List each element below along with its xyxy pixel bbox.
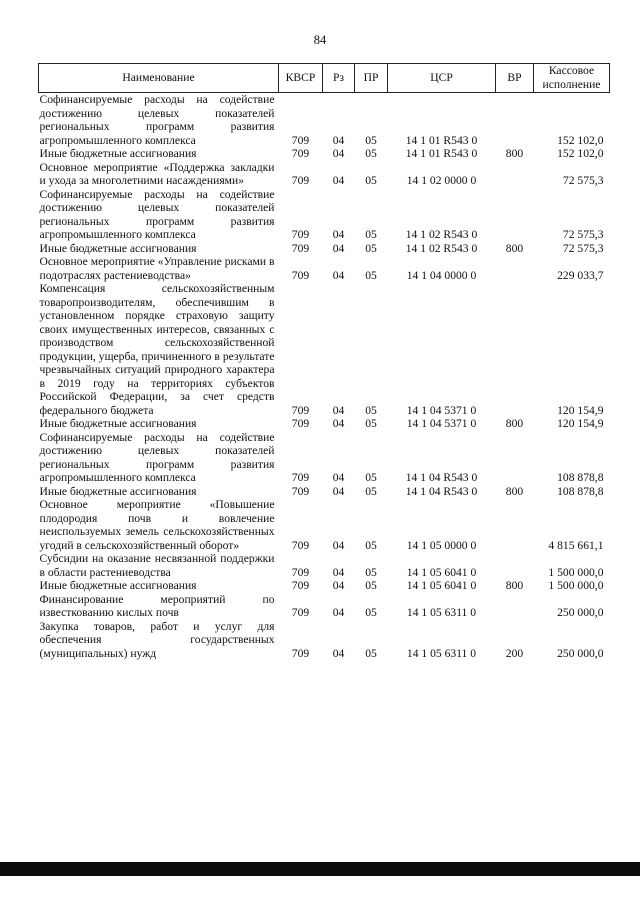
row-amount: 120 154,9 [557, 417, 604, 430]
row-name: Основное мероприятие «Управление рисками в подотраслях растениеводства» [39, 255, 275, 282]
row-vr: 800 [505, 147, 524, 160]
row-pr: 05 [365, 606, 377, 619]
row-kvsr: 709 [291, 174, 310, 187]
row-csr: 14 1 05 6311 0 [406, 606, 477, 619]
table-row [39, 188, 610, 242]
row-csr: 14 1 04 5371 0 [406, 403, 477, 417]
row-rz: 04 [332, 538, 345, 552]
row-amount: 72 575,3 [562, 241, 604, 255]
row-vr [496, 552, 534, 579]
table-row [39, 255, 610, 282]
row-vr [496, 431, 534, 485]
row-amount: 120 154,9 [557, 403, 604, 417]
table-header-row [39, 64, 610, 93]
table-row [39, 431, 610, 485]
row-rz: 04 [332, 417, 345, 430]
table-row [39, 579, 610, 593]
row-pr: 05 [365, 174, 377, 187]
row-rz: 04 [332, 646, 345, 660]
table-row [39, 282, 610, 417]
row-kvsr: 709 [291, 565, 310, 579]
row-name: Софинансируемые расходы на содействие достижению целевых показателей региональных программ развития агропромышленного комплекса [39, 430, 275, 484]
row-vr: 800 [505, 241, 524, 255]
header-amount: Кассовое исполнение [534, 64, 610, 93]
row-amount: 250 000,0 [557, 646, 604, 660]
row-csr: 14 1 02 0000 0 [406, 174, 477, 187]
row-amount: 152 102,0 [557, 133, 604, 147]
row-pr: 05 [365, 403, 377, 417]
row-pr: 05 [365, 417, 377, 430]
row-csr: 14 1 01 R543 0 [405, 147, 478, 160]
page-number: 84 [313, 33, 327, 47]
row-kvsr: 709 [291, 471, 310, 484]
row-pr: 05 [365, 484, 377, 498]
row-rz: 04 [332, 228, 345, 241]
table-row [39, 93, 610, 148]
header-csr: ЦСР [388, 64, 496, 93]
row-kvsr: 709 [291, 538, 310, 552]
row-pr: 05 [365, 147, 377, 160]
row-pr: 05 [365, 268, 377, 282]
table-row [39, 242, 610, 256]
row-kvsr: 709 [291, 147, 310, 160]
row-pr: 05 [365, 565, 377, 579]
row-vr: 200 [505, 646, 524, 660]
row-csr: 14 1 01 R543 0 [405, 133, 478, 147]
header-kvsr: КВСР [279, 64, 323, 93]
row-pr: 05 [365, 579, 377, 592]
row-amount: 1 500 000,0 [548, 579, 604, 592]
table-row [39, 620, 610, 661]
row-amount: 1 500 000,0 [548, 565, 604, 579]
row-pr: 05 [365, 228, 377, 241]
table-row [39, 593, 610, 620]
header-pr: ПР [355, 64, 388, 93]
row-pr: 05 [365, 133, 377, 147]
row-csr: 14 1 02 R543 0 [405, 241, 478, 255]
row-vr [496, 498, 534, 552]
row-kvsr: 709 [291, 403, 310, 417]
row-vr [496, 255, 534, 282]
row-vr: 800 [505, 579, 524, 592]
budget-table [38, 63, 610, 660]
table-row [39, 552, 610, 579]
row-vr [496, 93, 534, 148]
row-rz: 04 [332, 268, 345, 282]
scan-bottom-edge [0, 862, 640, 876]
row-name: Финансирование мероприятий по известкованию кислых почв [39, 592, 275, 619]
row-csr: 14 1 02 R543 0 [405, 228, 478, 241]
row-csr: 14 1 05 6041 0 [406, 565, 477, 579]
row-name: Субсидии на оказание несвязанной поддержки в области растениеводства [39, 552, 275, 579]
row-amount: 4 815 661,1 [548, 538, 604, 552]
row-kvsr: 709 [291, 268, 310, 282]
row-name: Иные бюджетные ассигнования [39, 484, 197, 498]
row-rz: 04 [332, 484, 345, 498]
row-name: Компенсация сельскохозяйственным товаропроизводителям, обеспечившим в установленном порядке страховую защиту своих имущественных интересов, связанных с производством сельскохозяйственной продукции, ущерба, причиненного в результате чрезвычайных ситуаций природного характера в 2019 году на территориях субъектов Российской Федерации, за счет средств федерального бюджета [39, 282, 275, 417]
row-name: Основное мероприятие «Поддержка закладки и ухода за многолетними насаждениями» [39, 160, 275, 187]
row-vr [496, 282, 534, 417]
header-vr: ВР [496, 64, 534, 93]
row-kvsr: 709 [291, 241, 310, 255]
row-rz: 04 [332, 579, 345, 592]
row-rz: 04 [332, 565, 345, 579]
table-row [39, 498, 610, 552]
row-name: Софинансируемые расходы на содействие достижению целевых показателей региональных программ развития агропромышленного комплекса [39, 187, 275, 241]
row-csr: 14 1 04 0000 0 [406, 268, 477, 282]
table-body [39, 93, 610, 661]
row-amount: 72 575,3 [562, 174, 604, 187]
row-name: Основное мероприятие «Повышение плодородия почв и вовлечение неиспользуемых земель сельскохозяйственных угодий в сельскохозяйственный оборот» [39, 498, 275, 552]
row-vr: 800 [505, 484, 524, 498]
row-rz: 04 [332, 606, 345, 619]
row-amount: 72 575,3 [562, 228, 604, 241]
table-row [39, 485, 610, 499]
table-row [39, 147, 610, 161]
header-name: Наименование [39, 64, 279, 93]
row-vr: 800 [505, 417, 524, 430]
row-pr: 05 [365, 471, 377, 484]
table-row [39, 417, 610, 431]
row-vr [496, 593, 534, 620]
row-kvsr: 709 [291, 646, 310, 660]
row-amount: 152 102,0 [557, 147, 604, 160]
row-csr: 14 1 04 R543 0 [405, 471, 478, 484]
row-kvsr: 709 [291, 606, 310, 619]
header-rz: Рз [323, 64, 355, 93]
row-name: Закупка товаров, работ и услуг для обеспечения государственных (муниципальных) нужд [39, 619, 275, 660]
row-name: Иные бюджетные ассигнования [39, 147, 197, 160]
row-rz: 04 [332, 133, 345, 147]
row-name: Иные бюджетные ассигнования [39, 417, 197, 430]
row-vr [496, 161, 534, 188]
row-name: Иные бюджетные ассигнования [39, 241, 197, 255]
row-csr: 14 1 05 0000 0 [406, 538, 477, 552]
row-name: Иные бюджетные ассигнования [39, 579, 197, 592]
row-pr: 05 [365, 538, 377, 552]
row-rz: 04 [332, 174, 345, 187]
row-csr: 14 1 05 6311 0 [406, 646, 477, 660]
row-kvsr: 709 [291, 484, 310, 498]
row-csr: 14 1 05 6041 0 [406, 579, 477, 592]
row-kvsr: 709 [291, 228, 310, 241]
row-kvsr: 709 [291, 417, 310, 430]
row-pr: 05 [365, 646, 377, 660]
row-amount: 229 033,7 [557, 268, 604, 282]
row-rz: 04 [332, 471, 345, 484]
table-row [39, 161, 610, 188]
row-amount: 108 878,8 [557, 484, 604, 498]
row-csr: 14 1 04 5371 0 [406, 417, 477, 430]
row-kvsr: 709 [291, 579, 310, 592]
row-rz: 04 [332, 403, 345, 417]
row-rz: 04 [332, 147, 345, 160]
row-amount: 250 000,0 [557, 606, 604, 619]
row-vr [496, 188, 534, 242]
row-pr: 05 [365, 241, 377, 255]
row-kvsr: 709 [291, 133, 310, 147]
row-csr: 14 1 04 R543 0 [405, 484, 478, 498]
row-name: Софинансируемые расходы на содействие достижению целевых показателей региональных программ развития агропромышленного комплекса [39, 93, 275, 147]
row-amount: 108 878,8 [557, 471, 604, 484]
row-rz: 04 [332, 241, 345, 255]
